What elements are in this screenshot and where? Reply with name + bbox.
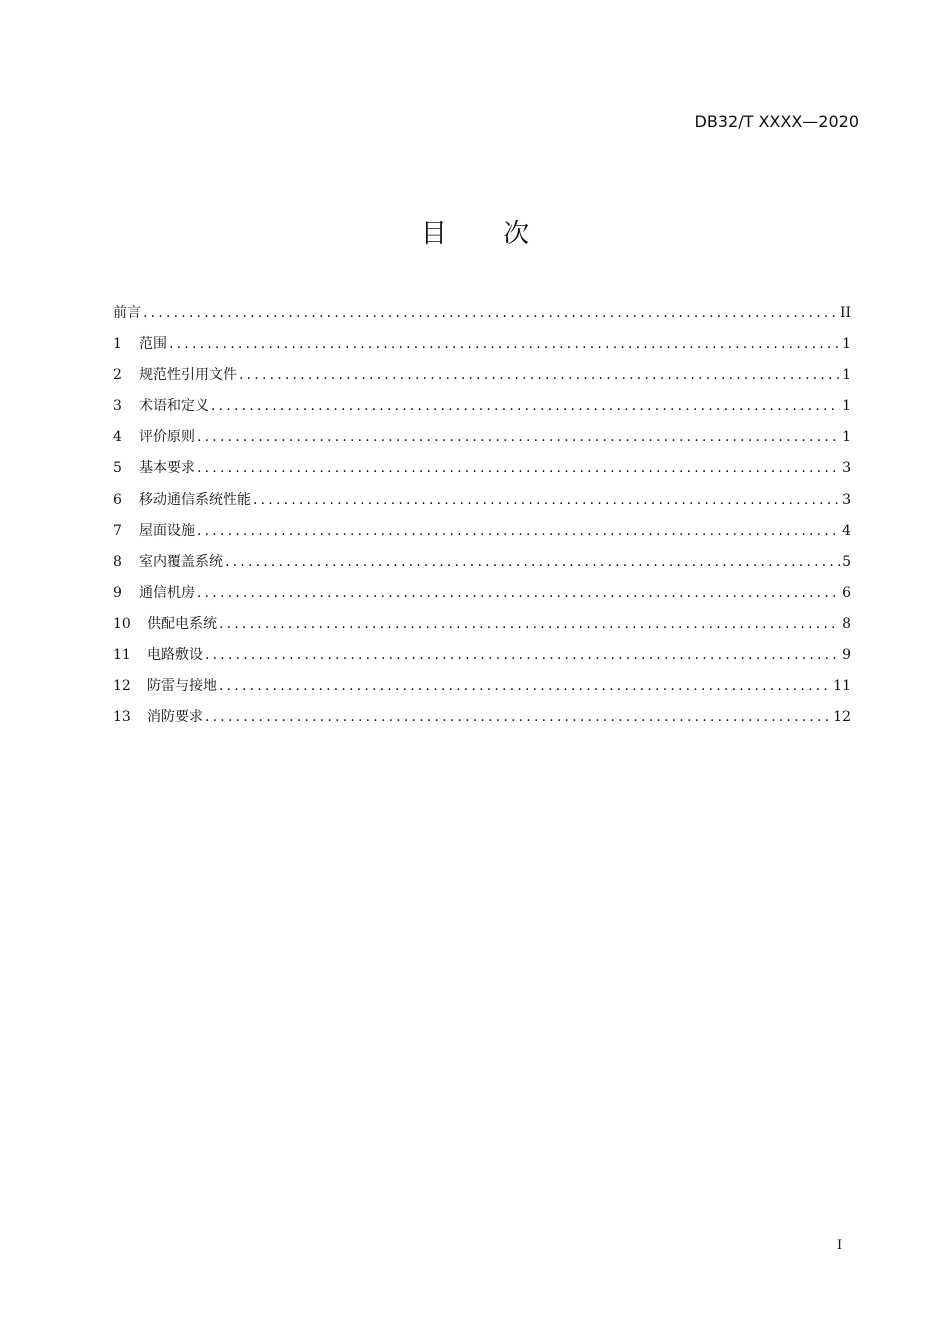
toc-entry-number: 2: [113, 367, 122, 384]
leader-dots: [169, 336, 840, 352]
leader-dots: [197, 585, 840, 601]
toc-entry[interactable]: [113, 426, 851, 457]
toc-entry-number: 8: [113, 553, 122, 570]
leader-dots: [205, 647, 840, 663]
toc-entry-number: 5: [113, 460, 122, 477]
toc-entry-page: 9: [842, 647, 851, 664]
toc-entry-label: 范围: [139, 336, 167, 353]
toc-entry-number: 10: [113, 615, 131, 632]
toc-entry-number: 11: [113, 647, 131, 664]
leader-dots: [205, 709, 831, 725]
page-title: [0, 213, 950, 250]
toc-entry[interactable]: [113, 582, 851, 613]
toc-entry-page: 5: [842, 553, 851, 570]
toc-entry-label: 电路敷设: [147, 647, 203, 664]
toc-entry[interactable]: [113, 302, 851, 333]
toc-entry[interactable]: [113, 395, 851, 426]
toc-entry-number: 3: [113, 398, 122, 415]
document-id: DB32/T XXXX—2020: [694, 112, 859, 131]
toc-entry-page: 8: [842, 615, 851, 632]
toc-entry[interactable]: [113, 520, 851, 551]
toc-entry-number: 9: [113, 584, 122, 601]
toc-entry-page: 1: [842, 367, 851, 384]
leader-dots: [197, 460, 840, 476]
toc-entry-number: 6: [113, 491, 122, 508]
toc-entry-label: 消防要求: [147, 709, 203, 726]
page-number: I: [837, 1238, 843, 1253]
toc-entry-label: 供配电系统: [147, 615, 217, 632]
toc-entry-label: 室内覆盖系统: [139, 553, 223, 570]
leader-dots: [143, 305, 838, 321]
leader-dots: [197, 523, 840, 539]
toc-entry-number: 12: [113, 678, 131, 695]
toc-entry-page: 6: [842, 584, 851, 601]
leader-dots: [253, 492, 840, 508]
toc-entry-label: 移动通信系统性能: [139, 491, 251, 508]
table-of-contents: [113, 302, 851, 737]
toc-entry-page: 1: [842, 398, 851, 415]
toc-entry-label: 通信机房: [139, 584, 195, 601]
toc-entry-label: 基本要求: [139, 460, 195, 477]
toc-entry-page: 11: [833, 678, 851, 695]
leader-dots: [225, 554, 840, 570]
toc-entry[interactable]: [113, 457, 851, 488]
toc-entry-page: 1: [842, 429, 851, 446]
title-char: 目: [420, 219, 447, 249]
leader-dots: [219, 678, 831, 694]
toc-entry-page: 3: [842, 491, 851, 508]
toc-entry-number: 7: [113, 522, 122, 539]
leader-dots: [219, 616, 840, 632]
toc-entry-page: 12: [833, 709, 851, 726]
toc-entry-number: 1: [113, 336, 122, 353]
toc-entry-page: 4: [842, 522, 851, 539]
toc-entry-label: 防雷与接地: [147, 678, 217, 695]
toc-entry[interactable]: [113, 551, 851, 582]
leader-dots: [211, 398, 840, 414]
toc-entry-number: 13: [113, 709, 131, 726]
toc-entry[interactable]: [113, 489, 851, 520]
toc-entry[interactable]: [113, 364, 851, 395]
toc-entry[interactable]: [113, 644, 851, 675]
toc-entry-page: 3: [842, 460, 851, 477]
leader-dots: [239, 367, 840, 383]
leader-dots: [197, 429, 840, 445]
toc-entry[interactable]: [113, 613, 851, 644]
toc-entry-label: 术语和定义: [139, 398, 209, 415]
toc-entry-label: 前言: [113, 305, 141, 321]
toc-entry[interactable]: [113, 675, 851, 706]
toc-entry-page: 1: [842, 336, 851, 353]
toc-entry-label: 规范性引用文件: [139, 367, 237, 384]
toc-entry-number: 4: [113, 429, 122, 446]
toc-entry-page: II: [839, 305, 851, 321]
title-char: 次: [503, 219, 530, 249]
toc-entry-label: 屋面设施: [139, 522, 195, 539]
toc-entry-label: 评价原则: [139, 429, 195, 446]
toc-entry[interactable]: [113, 333, 851, 364]
toc-entry[interactable]: [113, 706, 851, 737]
